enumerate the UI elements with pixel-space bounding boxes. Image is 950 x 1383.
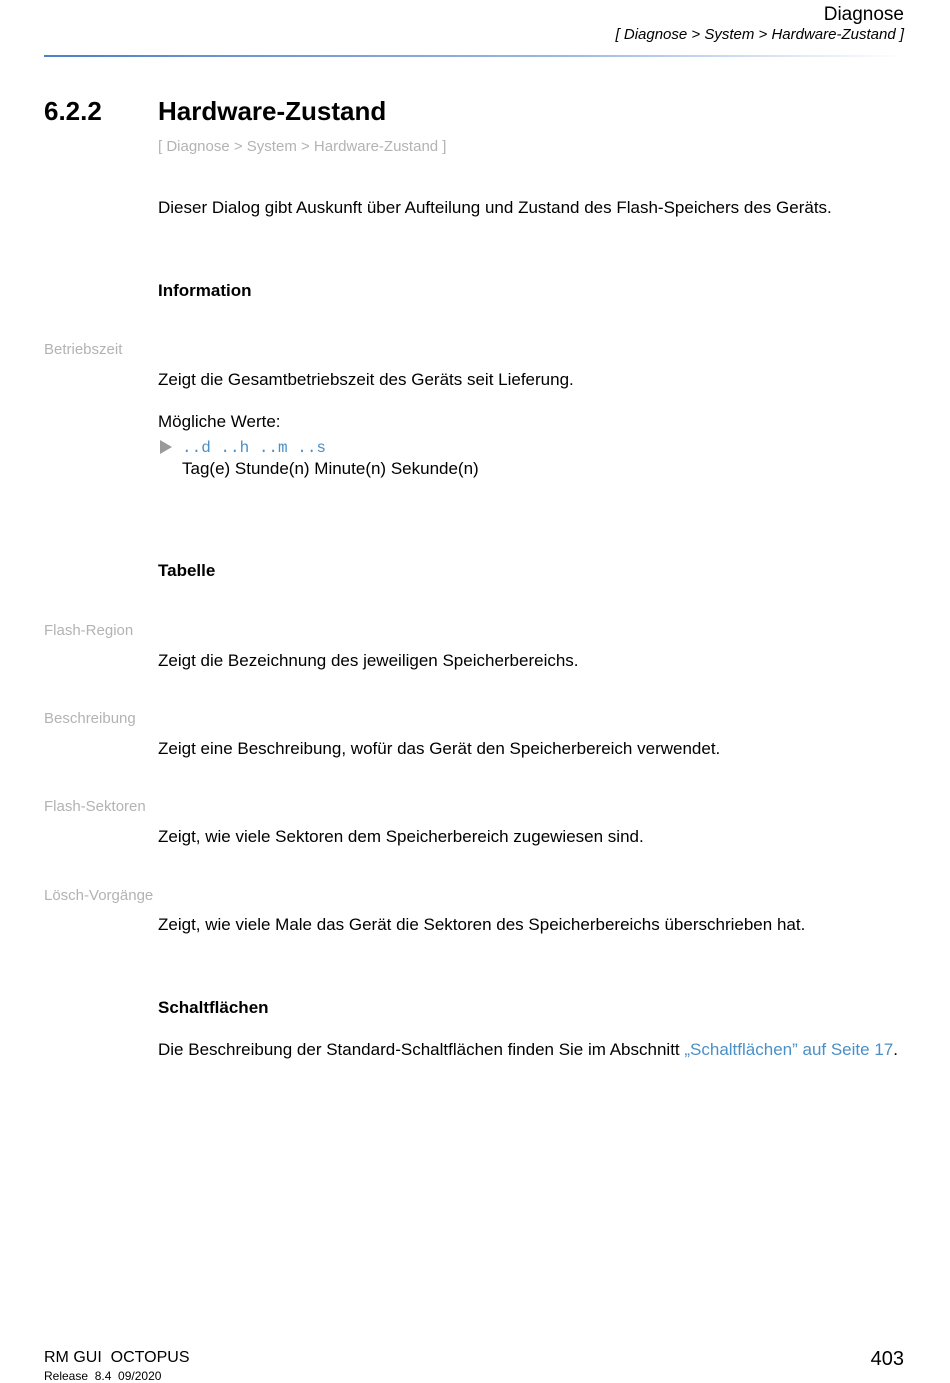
betriebszeit-label: Betriebszeit	[44, 341, 123, 358]
schaltflaechen-link[interactable]: „Schaltflächen” auf Seite 17	[684, 1040, 894, 1059]
loesch-vorgaenge-description: Zeigt, wie viele Male das Gerät die Sektoren des Speicherbereichs überschrieben hat.	[158, 915, 806, 934]
running-header-breadcrumb: [ Diagnose > System > Hardware-Zustand ]	[615, 26, 904, 43]
header-divider	[44, 55, 906, 57]
running-header-title: Diagnose	[823, 4, 904, 25]
beschreibung-label: Beschreibung	[44, 710, 136, 727]
flash-region-label: Flash-Region	[44, 622, 134, 639]
value-format-code: ..d ..h ..m ..s	[182, 439, 327, 457]
footer-release: Release 8.4 09/2020	[44, 1369, 162, 1383]
section-intro: Dieser Dialog gibt Auskunft über Aufteilung und Zustand des Flash-Speichers des Geräts.	[158, 198, 832, 217]
flash-sektoren-label: Flash-Sektoren	[44, 798, 146, 815]
page-number: 403	[870, 1348, 904, 1370]
information-heading: Information	[158, 281, 252, 300]
possible-values-label: Mögliche Werte:	[158, 412, 281, 431]
tabelle-heading: Tabelle	[158, 561, 216, 580]
section-title: Hardware-Zustand	[158, 96, 387, 126]
schaltflaechen-heading: Schaltflächen	[158, 998, 269, 1017]
section-number: 6.2.2	[44, 96, 102, 126]
loesch-vorgaenge-label: Lösch-Vorgänge	[44, 887, 154, 904]
bullet-triangle-icon	[160, 440, 172, 454]
footer-product: RM GUI OCTOPUS	[44, 1349, 190, 1366]
schaltflaechen-text-after: .	[893, 1040, 898, 1059]
flash-region-description: Zeigt die Bezeichnung des jeweiligen Speicherbereichs.	[158, 651, 579, 670]
schaltflaechen-text-before: Die Beschreibung der Standard-Schaltflächen finden Sie im Abschnitt	[158, 1040, 685, 1059]
value-format-text: Tag(e) Stunde(n) Minute(n) Sekunde(n)	[182, 459, 479, 478]
betriebszeit-description: Zeigt die Gesamtbetriebszeit des Geräts seit Lieferung.	[158, 370, 574, 389]
flash-sektoren-description: Zeigt, wie viele Sektoren dem Speicherbereich zugewiesen sind.	[158, 827, 644, 846]
beschreibung-description: Zeigt eine Beschreibung, wofür das Gerät den Speicherbereich verwendet.	[158, 739, 721, 758]
section-breadcrumb: [ Diagnose > System > Hardware-Zustand ]	[158, 138, 447, 155]
schaltflaechen-text	[158, 1040, 898, 1060]
